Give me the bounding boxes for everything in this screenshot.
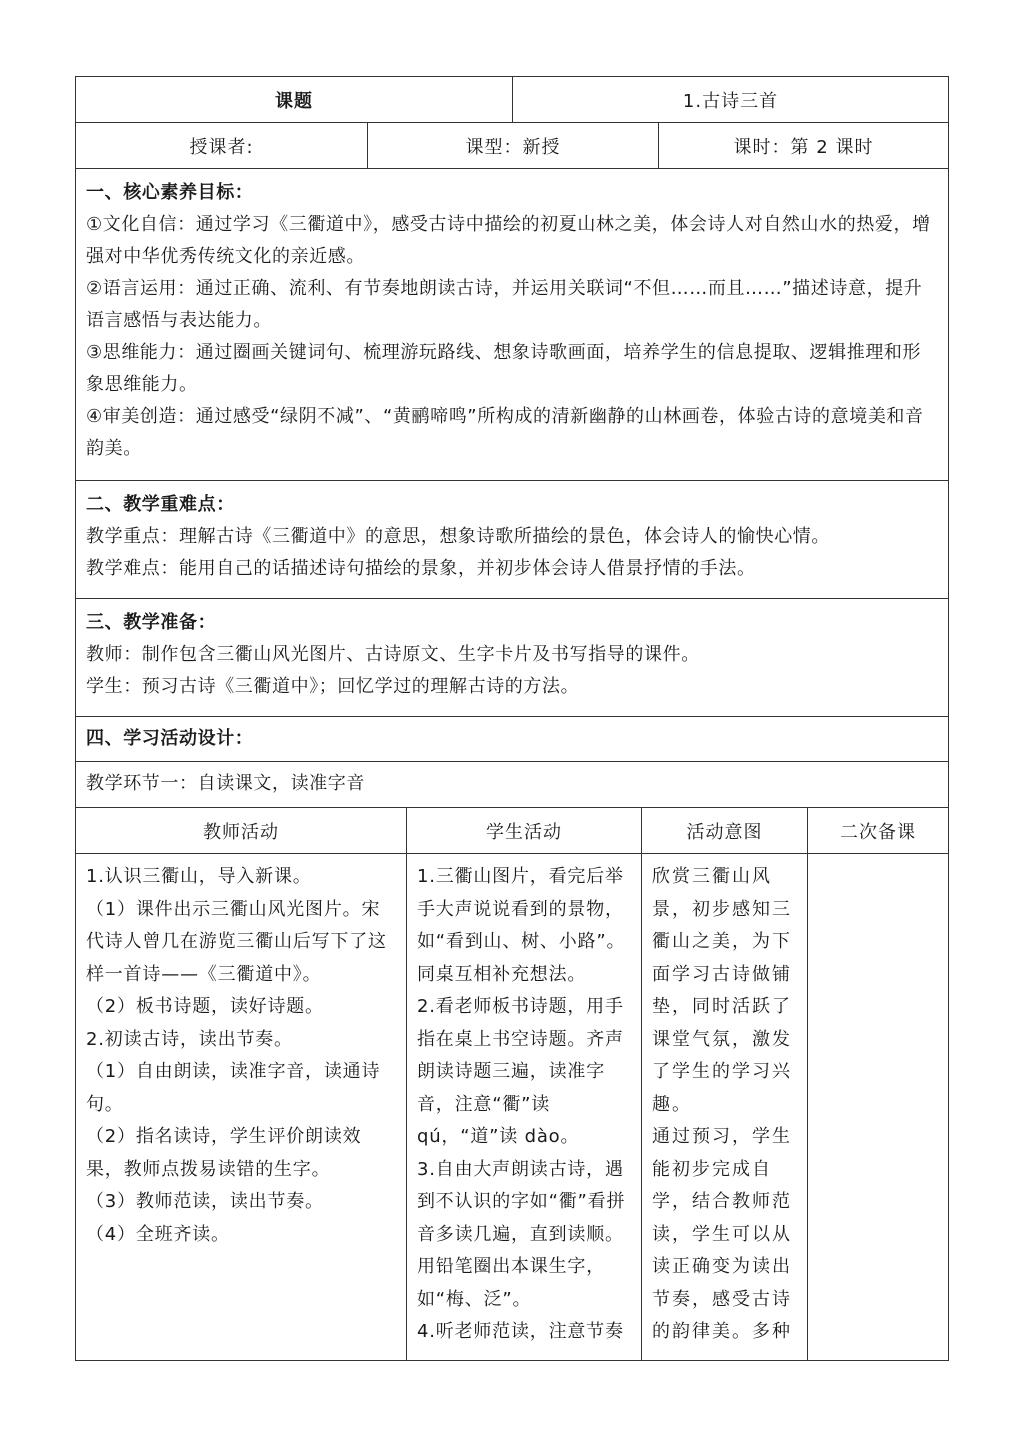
info-row [76, 123, 948, 169]
type-label: 课型：新授 [367, 123, 658, 168]
teacher-activity: （1）自由朗读，读准字音，读通诗句。 [86, 1061, 381, 1115]
goal-item: ④审美创造：通过感受“绿阴不减”、“黄鹂啼鸣”所构成的清新幽静的山林画卷，体验古诗的意境美和音韵美。 [86, 406, 924, 459]
section-prep [76, 599, 948, 717]
column-header: 二次备课 [807, 808, 948, 853]
goals-title: 一、核心素养目标： [86, 182, 254, 203]
teacher-activity: （2）板书诗题，读好诗题。 [86, 996, 324, 1017]
student-activity: 2.看老师板书诗题，用手指在桌上书空诗题。齐声朗读诗题三遍，读准字音，注意“衢”读 qú，“道”读 dào。 [417, 996, 624, 1147]
goal-item: ①文化自信：通过学习《三衢道中》，感受古诗中描绘的初夏山林之美，体会诗人对自然山水的热爱，增强对中华优秀传统文化的亲近感。 [86, 214, 931, 267]
student-activity: 4.听老师范读，注意节奏 [417, 1321, 624, 1342]
column-header: 教师活动 [203, 821, 279, 843]
student-activity: 3.自由大声朗读古诗，遇到不认识的字如“衢”看拼音多读几遍，直到读顺。用铅笔圈出本课生字，如“梅、泛”。 [417, 1158, 626, 1310]
second-prep-notes [807, 854, 948, 1360]
activity-intent: 通过预习，学生能初步完成自学，结合教师范读，学生可以从读正确变为读出节奏，感受古诗的韵律美。多种 [652, 1126, 792, 1342]
prep-item: 教师：制作包含三衢山风光图片、古诗原文、生字卡片及书写指导的课件。 [86, 644, 700, 665]
prep-item: 学生：预习古诗《三衢道中》；回忆学过的理解古诗的方法。 [86, 676, 580, 697]
focus-item: 教学重点：理解古诗《三衢道中》的意思，想象诗歌所描绘的景色，体会诗人的愉快心情。 [86, 526, 830, 547]
period-label: 课时：第 2 课时 [658, 123, 948, 168]
focus-item: 教学难点：能用自己的话描述诗句描绘的景象，并初步体会诗人借景抒情的手法。 [86, 558, 756, 579]
teacher-activity: （1）课件出示三衢山风光图片。宋代诗人曾几在游览三衢山后写下了这样一首诗——《三衢道中》。 [86, 898, 387, 985]
goal-item: ③思维能力：通过圈画关键词句、梳理游玩路线、想象诗歌画面，培养学生的信息提取、逻辑推理和形象思维能力。 [86, 342, 922, 395]
lesson-plan-table [75, 76, 949, 1361]
teacher-activity: 2.初读古诗，读出节奏。 [86, 1028, 293, 1050]
activity-body-row [76, 854, 948, 1360]
activity-title-row [76, 717, 948, 762]
student-activity: 1.三衢山图片，看完后举手大声说说看到的景物，如“看到山、树、小路”。同桌互相补充想法。 [417, 866, 626, 985]
column-header-row [76, 808, 948, 854]
focus-title: 二、教学重难点： [86, 494, 235, 515]
student-activities [406, 854, 641, 1360]
activity-title: 四、学习活动设计： [86, 728, 254, 749]
step-label: 教学环节一：自读课文，读准字音 [86, 773, 365, 794]
section-goals [76, 169, 948, 481]
column-header: 活动意图 [641, 808, 807, 853]
step-row [76, 762, 948, 808]
teacher-activity: （2）指名读诗，学生评价朗读效果，教师点拨易读错的生字。 [86, 1126, 362, 1180]
activity-intent: 欣赏三衢山风景，初步感知三衢山之美，为下面学习古诗做铺垫，同时活跃了课堂气氛，激发了学生的学习兴趣。 [652, 866, 792, 1115]
teacher-activity: （3）教师范读，读出节奏。 [86, 1191, 324, 1212]
topic-row [76, 77, 948, 123]
teacher-activity: 1.认识三衢山，导入新课。 [86, 866, 312, 887]
teacher-activities [76, 854, 406, 1360]
column-header: 学生活动 [406, 808, 641, 853]
section-focus [76, 481, 948, 599]
goal-item: ②语言运用：通过正确、流利、有节奏地朗读古诗，并运用关联词“不但……而且……”描述诗意，提升语言感悟与表达能力。 [86, 278, 923, 331]
topic-label: 课题 [275, 90, 313, 112]
teacher-activity: （4）全班齐读。 [86, 1223, 230, 1245]
topic-value: 1.古诗三首 [512, 77, 948, 122]
prep-title: 三、教学准备： [86, 612, 217, 633]
activity-intents [641, 854, 807, 1360]
teacher-label: 授课者: [189, 136, 254, 158]
